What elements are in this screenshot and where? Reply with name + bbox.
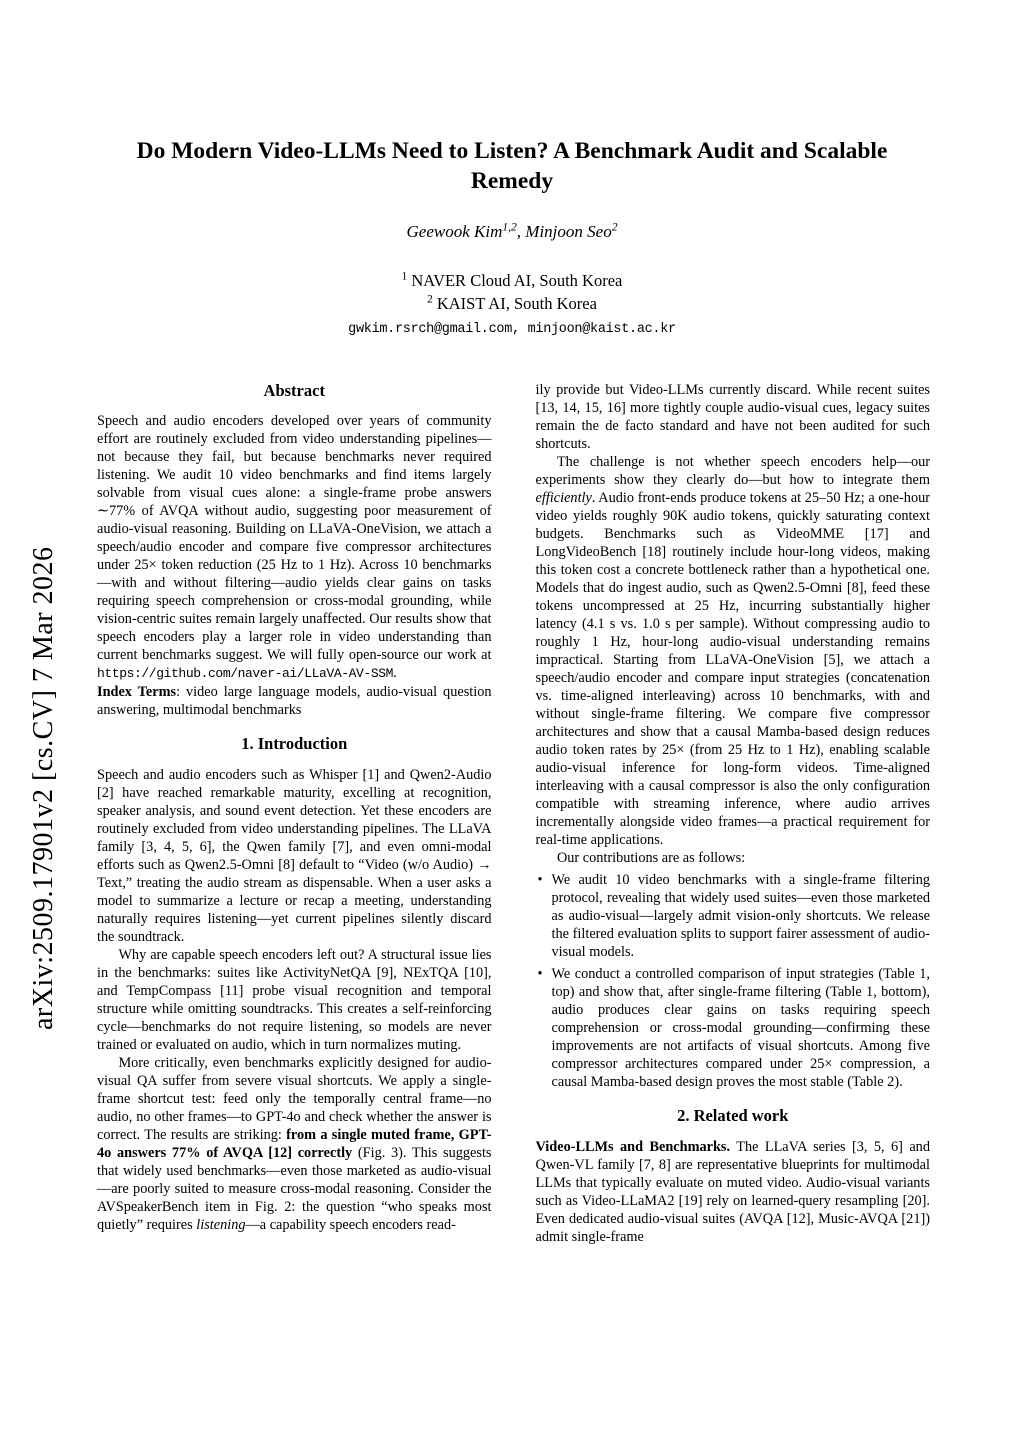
- abstract-paragraph: [97, 412, 492, 682]
- author-emails: gwkim.rsrch@gmail.com, minjoon@kaist.ac.kr: [348, 322, 676, 338]
- text-run: 2: [611, 220, 618, 234]
- text-run: We audit 10 video benchmarks with a single-frame filtering protocol, revealing that widely used suites—even those marketed as audio-visual—largely admit vision-only shortcuts. We release the filtered evaluation splits to support fairer assessment of audio-visual models.: [551, 872, 930, 961]
- contribution-item-2: [536, 965, 931, 1091]
- paragraph-intro-2: [97, 946, 492, 1054]
- text-run: 2: [427, 293, 433, 306]
- right-column: [536, 381, 931, 1246]
- abstract-heading: Abstract: [263, 381, 325, 401]
- affiliation-2: [0, 294, 1024, 314]
- text-run: The challenge is not whether speech encoders help—our experiments show they clearly do—but how to integrate them: [535, 454, 930, 489]
- text-run: .: [393, 664, 397, 681]
- paragraph-related-1: [536, 1138, 931, 1246]
- left-column: [97, 381, 492, 1246]
- text-run: Video-LLMs and Benchmarks.: [535, 1138, 731, 1155]
- github-link[interactable]: https://github.com/naver-ai/LLaVA-AV-SSM: [97, 665, 394, 681]
- text-run: —a capability speech encoders read-: [245, 1217, 456, 1234]
- text-run: 1: [401, 270, 408, 283]
- text-run: More critically, even benchmarks explicitly designed for audio-visual QA suffer from severe visual shortcuts. We apply a single-frame shortcut test: feed only the temporally central frame—no audio, no other frames—to GPT-4o and check whether the answer is correct. The results are striking:: [97, 1055, 492, 1144]
- index-terms: [97, 683, 492, 719]
- affiliation-1: [0, 271, 1024, 291]
- text-run: Speech and audio encoders developed over years of community effort are routinely excluded from video understanding pipelines—not because they fail, but because benchmarks never required listening. We audit 10 video benchmarks and find items largely solvable from visual cues alone: a single-frame probe answers ∼77% of AVQA without audio, suggesting poor measurement of audio-visual reasoning. Building on LLaVA-OneVision, we attach a speech/audio encoder and compare five compressor architectures under 25× token reduction (25 Hz to 1 Hz). Across 10 benchmarks—with and without filtering—audio yields clear gains on tasks requiring speech comprehension or cross-modal grounding, while vision-centric suites remain largely unaffected. Our results show that speech encoders play a larger role in video understanding than current benchmarks suggest. We will fully open-source our work at: [97, 412, 492, 663]
- related-work-heading: 2. Related work: [677, 1106, 789, 1126]
- text-run: from a single muted frame, GPT-4o answers 77% of AVQA [12] correctly: [97, 1127, 492, 1162]
- text-run: KAIST AI, South Korea: [432, 294, 597, 314]
- text-run: . Audio front-ends produce tokens at 25–50 Hz; a one-hour video yields roughly 90K audio tokens, quickly saturating context budgets. Benchmarks such as VideoMME [17] and LongVideoBench [18] routinely include hour-long videos, making this token cost a concrete bottleneck rather than a hypothetical one. Models that do ingest audio, such as Qwen2.5-Omni [8], feed these tokens uncompressed at 25 Hz, incurring substantially higher latency (4.1 s vs. 1.0 s per sample). Without compressing audio to roughly 1 Hz, hour-long audio-visual understanding remains impractical. Starting from LLaVA-OneVision [5], we attach a speech/audio encoder and compare input strategies (concatenation vs. time-aligned interleaving) across 10 benchmarks, with and without single-frame filtering. We compare five compressor architectures and show that a causal Mamba-based design reduces audio token rates by 25× (from 25 Hz to 1 Hz), enabling scalable audio-visual inference for long-form videos. Time-aligned interleaving with a causal compressor is also the only configuration compatible with streaming inference, where audio arrives incrementally alongside video frames—a practical requirement for real-time applications.: [535, 490, 930, 849]
- text-run: We conduct a controlled comparison of input strategies (Table 1, top) and show that, after single-frame filtering (Table 1, bottom), audio produces clear gains on tasks requiring speech comprehension or cross-modal grounding—confirming these improvements are not artifacts of visual shortcuts. Among five compressor architectures compared under 25× compression, a causal Mamba-based design proves the most stable (Table 2).: [551, 966, 930, 1091]
- text-run: Why are capable speech encoders left out? A structural issue lies in the benchmarks: suites like ActivityNetQA [9], NExTQA [10], and TempCompass [11] probe visual recognition and temporal structure while omitting soundtracks. This creates a self-reinforcing cycle—benchmarks do not require listening, so models are never trained or evaluated on audio, which in turn normalizes muting.: [97, 947, 492, 1054]
- two-column-body: [97, 381, 930, 1246]
- text-run: NAVER Cloud AI, South Korea: [407, 271, 623, 291]
- text-run: listening: [196, 1217, 246, 1234]
- authors-line: [0, 222, 1024, 242]
- text-run: ily provide but Video-LLMs currently discard. While recent suites [13, 14, 15, 16] more tightly couple audio-visual cues, legacy suites remain the de facto standard and have not been audited for such shortcuts.: [535, 382, 930, 453]
- paragraph-intro-5: [536, 453, 931, 849]
- arxiv-banner: arXiv:2509.17901v2 [cs.CV] 7 Mar 2026: [28, 546, 59, 1030]
- text-run: , Minjoon Seo: [516, 222, 612, 242]
- text-run: Speech and audio encoders such as Whisper [1] and Qwen2-Audio [2] have reached remarkable maturity, excelling at recognition, speaker analysis, and sound event detection. Yet these encoders are routinely excluded from video understanding pipelines. The LLaVA family [3, 4, 5, 6], the Qwen family [7], and even omni-modal efforts such as Qwen2.5-Omni [8] default to “Video (w/o Audio) → Text,” treating the audio stream as dispensable. When a user asks a model to summarize a lecture or recap a meeting, understanding naturally requires listening—yet current pipelines silently discard the soundtrack.: [97, 767, 492, 946]
- paragraph-intro-4: [536, 381, 931, 453]
- text-run: : video large language models, audio-visual question answering, multimodal benchmarks: [97, 684, 492, 719]
- contribution-item-1: [536, 871, 931, 961]
- text-run: 1,2: [502, 220, 517, 234]
- contributions-intro: [536, 849, 931, 867]
- text-run: Geewook Kim: [406, 222, 503, 242]
- text-run: efficiently: [535, 490, 592, 507]
- paper-title: Do Modern Video-LLMs Need to Listen? A Benchmark Audit and Scalable Remedy: [136, 138, 888, 195]
- text-run: The LLaVA series [3, 5, 6] and Qwen-VL family [7, 8] are representative blueprints for multimodal LLMs that typically evaluate on muted video. Audio-visual variants such as Video-LLaMA2 [19] rely on learned-query resampling [20]. Even dedicated audio-visual suites (AVQA [12], Music-AVQA [21]) admit single-frame: [535, 1138, 930, 1245]
- text-run: (Fig. 3). This suggests that widely used benchmarks—even those marketed as audio-visual—are poorly suited to measure cross-modal reasoning. Consider the AVSpeakerBench item in Fig. 2: the question “who speaks most quietly” requires: [97, 1145, 492, 1234]
- text-run: Index Terms: [97, 684, 177, 701]
- text-run: Our contributions are as follows:: [556, 850, 746, 867]
- paragraph-intro-3: [97, 1054, 492, 1234]
- paper-header: [0, 0, 1024, 337]
- contributions-list: [536, 871, 931, 1091]
- paragraph-intro-1: [97, 766, 492, 946]
- introduction-heading: 1. Introduction: [241, 734, 348, 754]
